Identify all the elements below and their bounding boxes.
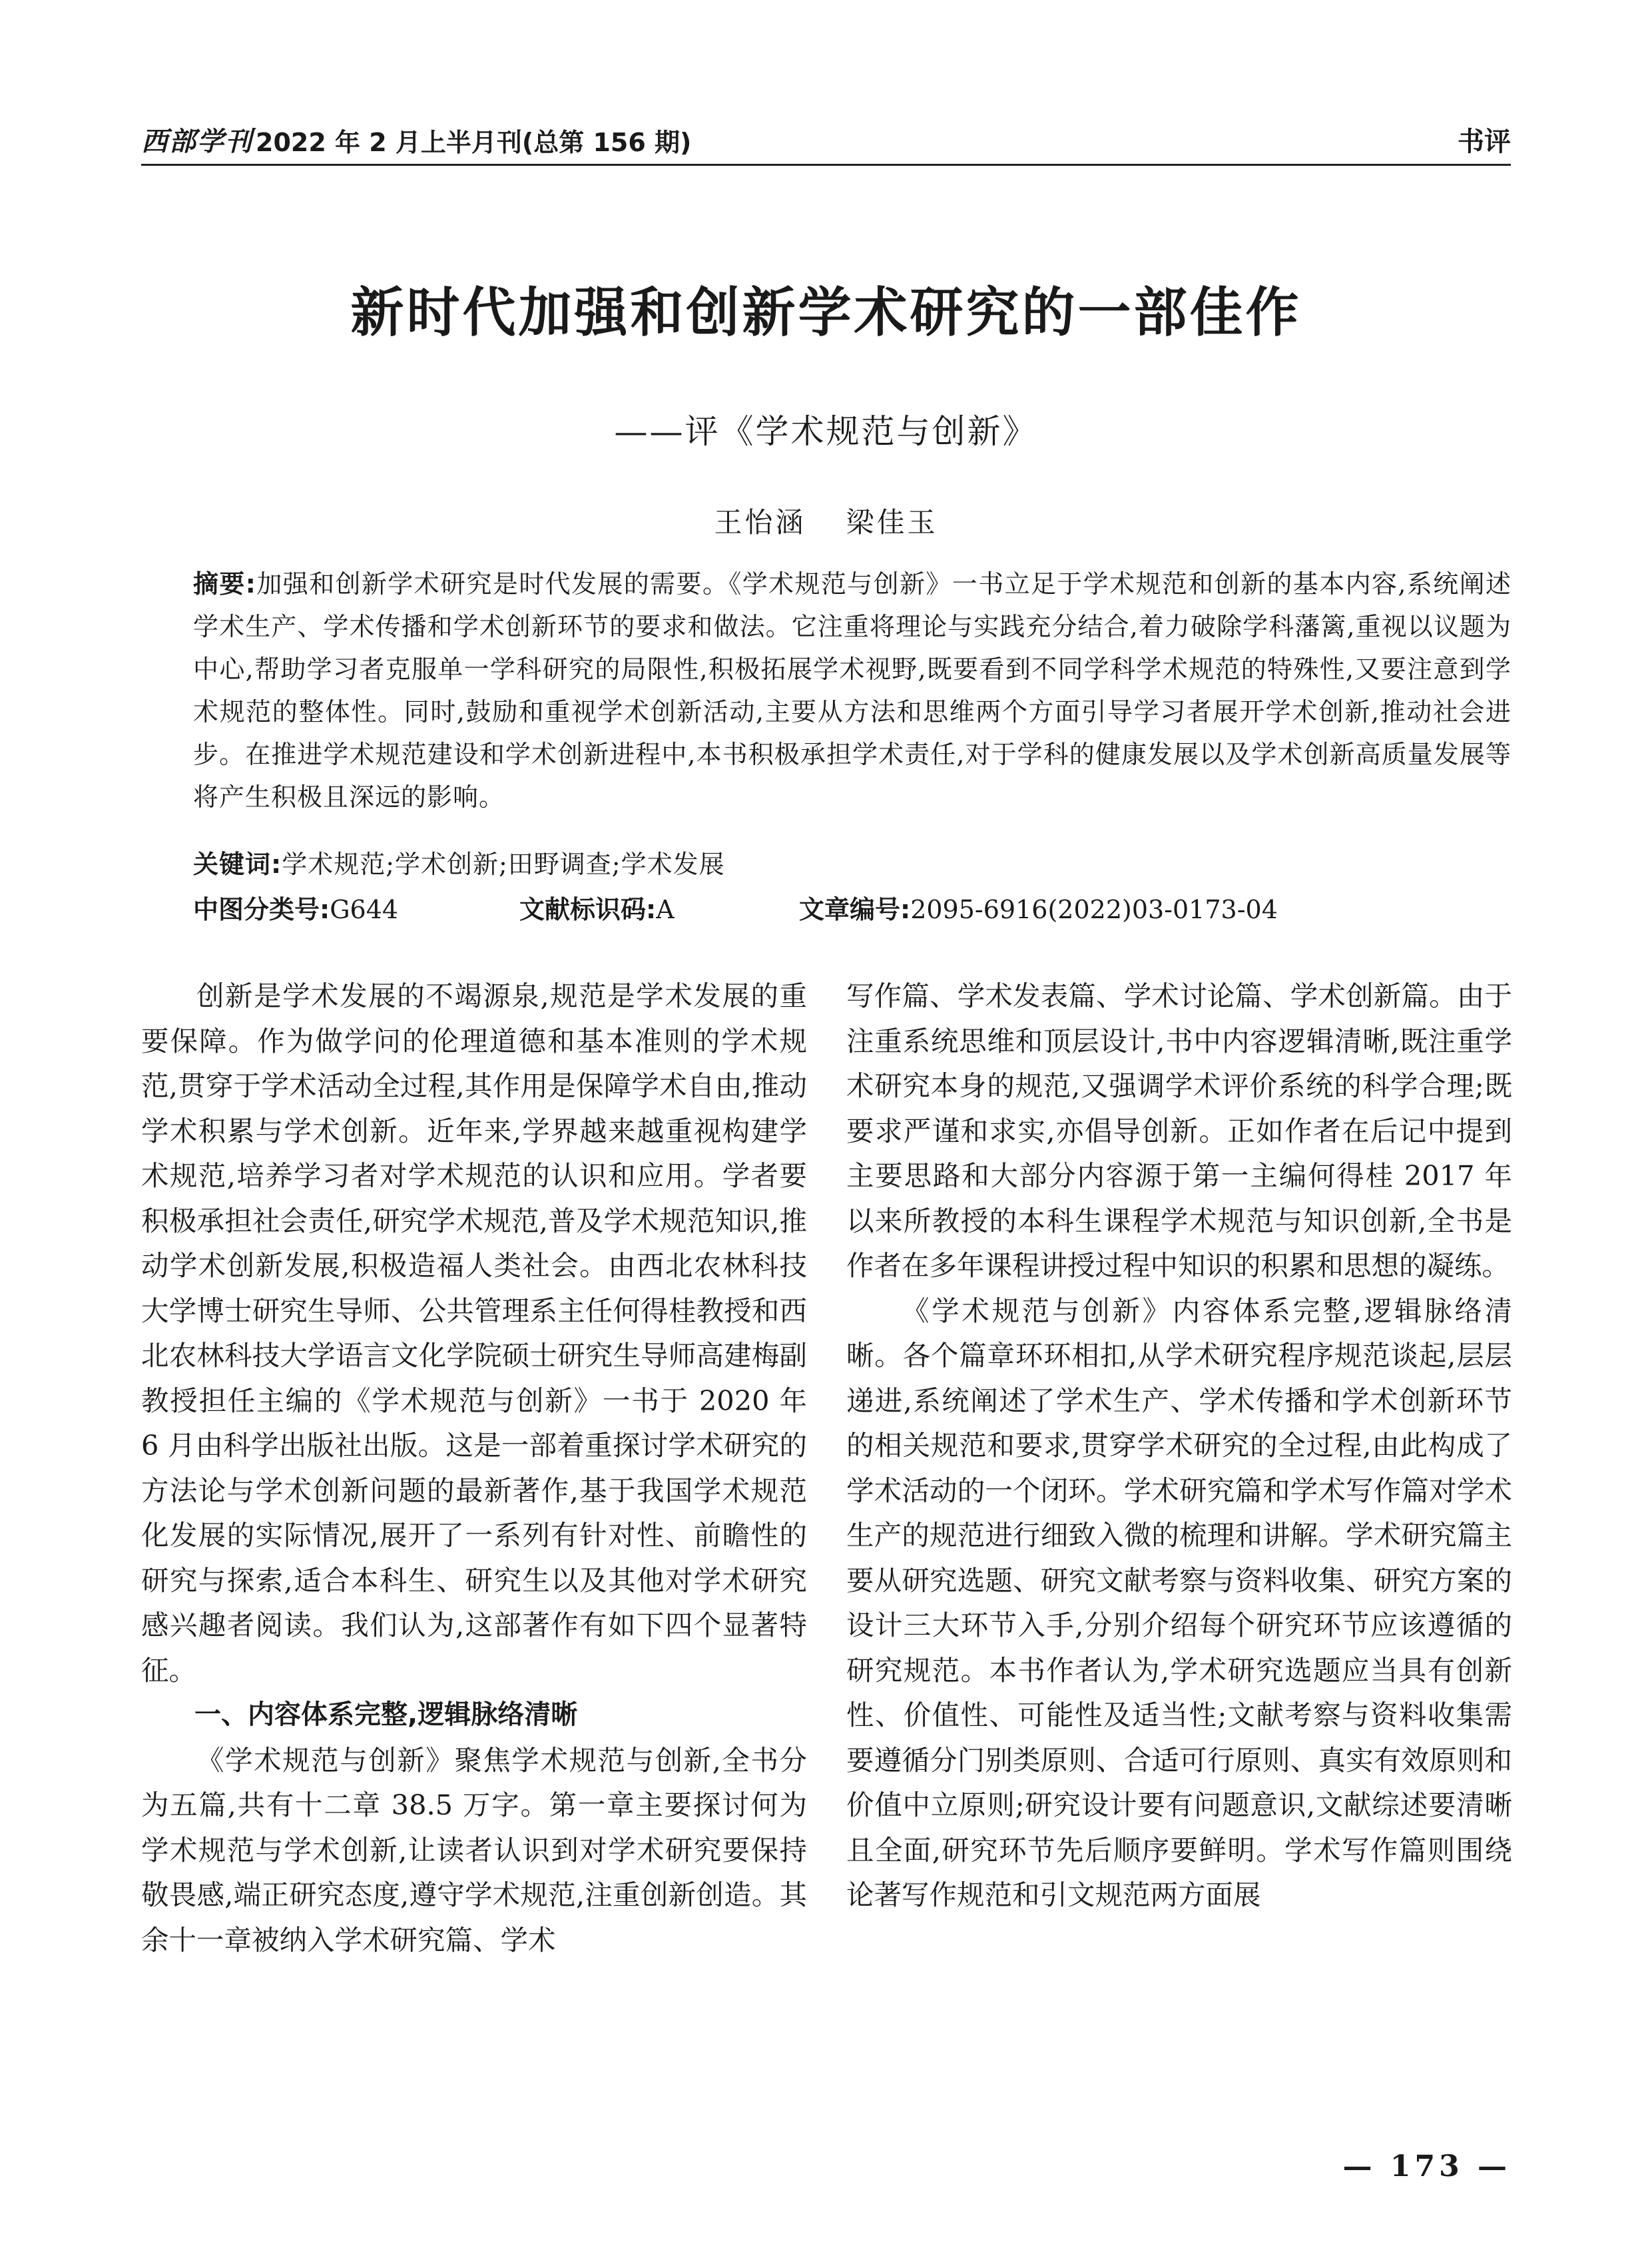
abstract-text: 加强和创新学术研究是时代发展的需要。《学术规范与创新》一书立足于学术规范和创新的基本内容,系统阐述学术生产、学术传播和学术创新环节的要求和做法。它注重将理论与实践充分结合,着力破除学科藩篱,重视以议题为中心,帮助学习者克服单一学科研究的局限性,积极拓展学术视野,既要看到不同学科学术规范的特殊性,又要注意到学术规范的整体性。同时,鼓励和重视学术创新活动,主要从方法和思维两个方面引导学习者展开学术创新,推动社会进步。在推进学术规范建设和学术创新进程中,本书积极承担学术责任,对于学科的健康发展以及学术创新高质量发展等将产生积极且深远的影响。 bbox=[193, 569, 1512, 812]
article-title: 新时代加强和创新学术研究的一部佳作 bbox=[350, 281, 1302, 344]
body-paragraph: 创新是学术发展的不竭源泉,规范是学术发展的重要保障。作为做学问的伦理道德和基本准则的学术规范,贯穿于学术活动全过程,其作用是保障学术自由,推动学术积累与学术创新。近年来,学界越来越重视构建学术规范,培养学习者对学术规范的认识和应用。学者要积极承担社会责任,研究学术规范,普及学术规范知识,推动学术创新发展,积极造福人类社会。由西北农林科技大学博士研究生导师、公共管理系主任何得桂教授和西北农林科技大学语言文化学院硕士研究生导师高建梅副教授担任主编的《学术规范与创新》一书于 2020 年 6 月由科学出版社出版。这是一部着重探讨学术研究的方法论与学术创新问题的最新著作,基于我国学术规范化发展的实际情况,展开了一系列有针对性、前瞻性的研究与探索,适合本科生、研究生以及其他对学术研究感兴趣者阅读。我们认为,这部著作有如下四个显著特征。 bbox=[141, 980, 807, 1687]
article-number-value: 2095-6916(2022)03-0173-04 bbox=[910, 895, 1278, 924]
author-name: 王怡涵 bbox=[714, 506, 806, 539]
journal-logo: 西部学刊 bbox=[141, 126, 253, 157]
keywords bbox=[193, 843, 1512, 886]
doc-code-label: 文献标识码: bbox=[519, 895, 657, 924]
author-name: 梁佳玉 bbox=[846, 506, 938, 539]
page-number: — 173 — bbox=[1342, 2149, 1511, 2183]
abstract-label: 摘要: bbox=[193, 569, 256, 599]
keywords-text: 学术规范;学术创新;田野调查;学术发展 bbox=[282, 850, 725, 879]
document-code bbox=[519, 888, 799, 931]
header-left bbox=[141, 121, 691, 158]
article-subtitle: ——评《学术规范与创新》 bbox=[614, 412, 1038, 451]
body-paragraph: 《学术规范与创新》聚焦学术规范与创新,全书分为五篇,共有十二章 38.5 万字。第一章主要探讨何为学术规范与学术创新,让读者认识到对学术研究要保持敬畏感,端正研究态度,遵守学术规范,注重创新创造。其余十一章被纳入学术研究篇、学术 bbox=[141, 1743, 807, 1956]
section-heading: 一、内容体系完整,逻辑脉络清晰 bbox=[194, 1699, 578, 1730]
body-column-right bbox=[846, 974, 1512, 1918]
section-name: 书评 bbox=[1458, 127, 1511, 157]
classification-line bbox=[193, 888, 1512, 931]
issue-info: 2022 年 2 月上半月刊(总第 156 期) bbox=[256, 128, 692, 157]
body-paragraph: 写作篇、学术发表篇、学术讨论篇、学术创新篇。由于注重系统思维和顶层设计,书中内容逻辑清晰,既注重学术研究本身的规范,又强调学术评价系统的科学合理;既要求严谨和求实,亦倡导创新。正如作者在后记中提到主要思路和大部分内容源于第一主编何得桂 2017 年以来所教授的本科生课程学术规范与知识创新,全书是作者在多年课程讲授过程中知识的积累和思想的凝练。 bbox=[846, 980, 1512, 1282]
article-number bbox=[799, 888, 1278, 931]
body-paragraph: 《学术规范与创新》内容体系完整,逻辑脉络清晰。各个篇章环环相扣,从学术研究程序规范谈起,层层递进,系统阐述了学术生产、学术传播和学术创新环节的相关规范和要求,贯穿学术研究的全过程,由此构成了学术活动的一个闭环。学术研究篇和学术写作篇对学术生产的规范进行细致入微的梳理和讲解。学术研究篇主要从研究选题、研究文献考察与资料收集、研究方案的设计三大环节入手,分别介绍每个研究环节应该遵循的研究规范。本书作者认为,学术研究选题应当具有创新性、价值性、可能性及适当性;文献考察与资料收集需要遵循分门别类原则、合适可行原则、真实有效原则和价值中立原则;研究设计要有问题意识,文献综述要清晰且全面,研究环节先后顺序要鲜明。学术写作篇则围绕论著写作规范和引文规范两方面展 bbox=[846, 1294, 1512, 1911]
clc-label: 中图分类号: bbox=[193, 895, 330, 924]
keywords-label: 关键词: bbox=[193, 850, 282, 879]
body-column-left bbox=[141, 974, 807, 1962]
abstract bbox=[193, 563, 1512, 818]
author-list bbox=[141, 501, 1511, 541]
clc-number bbox=[193, 888, 519, 931]
running-header bbox=[141, 112, 1511, 166]
doc-code-value: A bbox=[656, 895, 675, 924]
article-number-label: 文章编号: bbox=[799, 895, 911, 924]
clc-value: G644 bbox=[330, 895, 399, 924]
